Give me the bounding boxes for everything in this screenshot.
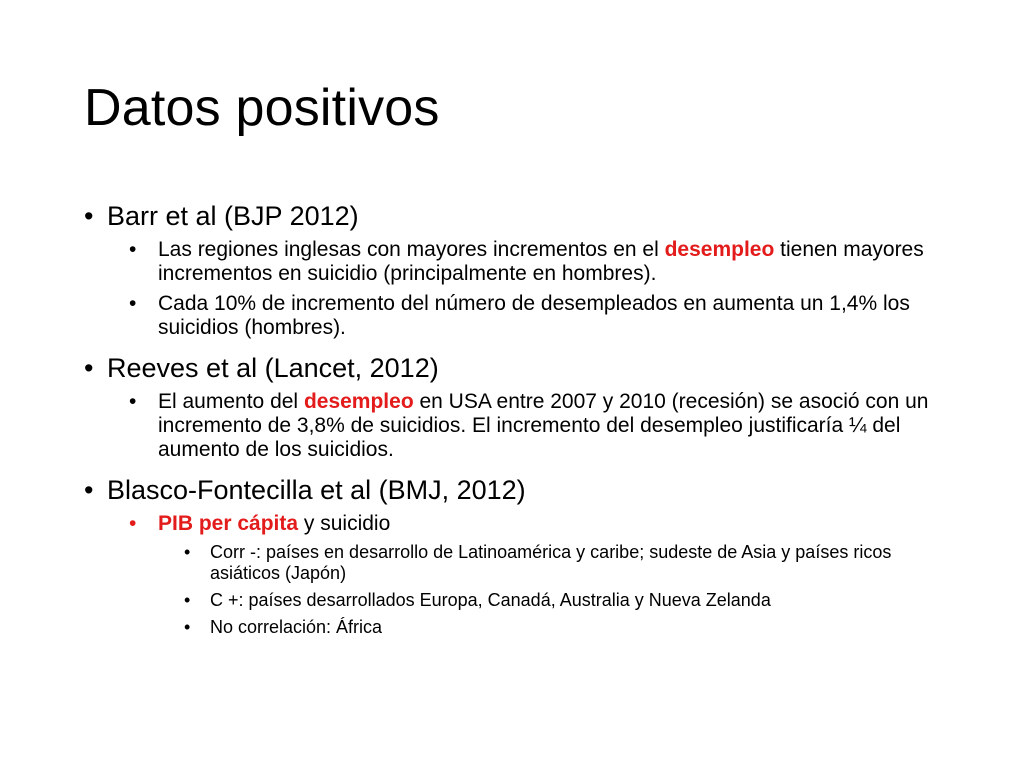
bullet-marker: • xyxy=(184,590,191,610)
bullet-marker: • xyxy=(129,292,137,315)
bullet-marker: • xyxy=(84,475,94,505)
sub-bullet-text: y suicidio xyxy=(298,512,391,535)
bullet-marker: • xyxy=(129,238,137,261)
highlight-desempleo: desempleo xyxy=(303,390,414,413)
sub-bullet-text: Las regiones inglesas con mayores incrementos en el xyxy=(158,238,665,261)
slide-title: Datos positivos xyxy=(84,79,440,137)
sub-sub-bullet xyxy=(84,590,954,611)
sub-bullet-text: en USA entre 2007 y 2010 (recesión) se asoció con un incremento de 3,8% de suicidios. El incremento del desempleo justificaría ¼ del aumento de los suicidios. xyxy=(158,390,929,461)
bullet-blasco-text: Blasco-Fontecilla et al (BMJ, 2012) xyxy=(107,475,526,505)
bullet-barr-text: Barr et al (BJP 2012) xyxy=(107,201,359,231)
sub-bullet-blasco-1 xyxy=(84,512,954,536)
bullet-reeves xyxy=(84,352,954,384)
slide-body xyxy=(84,200,954,644)
bullet-reeves-text: Reeves et al (Lancet, 2012) xyxy=(107,353,439,383)
sub-sub-bullet-text: No correlación: África xyxy=(210,617,383,637)
sub-bullet-text: Cada 10% de incremento del número de desempleados en aumenta un 1,4% los suicidios (hombres). xyxy=(158,292,910,339)
bullet-blasco xyxy=(84,474,954,506)
bullet-marker: • xyxy=(129,390,137,413)
sub-sub-bullet-text: C +: países desarrollados Europa, Canadá, Australia y Nueva Zelanda xyxy=(210,590,771,610)
sub-bullet-barr-2 xyxy=(84,292,954,340)
sub-bullet-text: El aumento del xyxy=(158,390,304,413)
bullet-marker: • xyxy=(84,201,94,231)
sub-bullet-reeves-1 xyxy=(84,390,954,462)
sub-sub-bullet xyxy=(84,617,954,638)
bullet-barr xyxy=(84,200,954,232)
sub-sub-bullet xyxy=(84,542,954,584)
sub-bullet-text: tienen mayores incrementos en suicidio (principalmente en hombres). xyxy=(158,238,924,285)
bullet-marker: • xyxy=(184,617,191,637)
highlight-pib: PIB per cápita xyxy=(158,512,299,535)
sub-sub-bullet-text: Corr -: países en desarrollo de Latinoamérica y caribe; sudeste de Asia y países ricos asiáticos (Japón) xyxy=(210,542,892,583)
bullet-marker: • xyxy=(129,512,137,535)
sub-bullet-barr-1 xyxy=(84,238,954,286)
bullet-marker: • xyxy=(184,542,191,562)
bullet-marker: • xyxy=(84,353,94,383)
highlight-desempleo: desempleo xyxy=(664,238,775,261)
